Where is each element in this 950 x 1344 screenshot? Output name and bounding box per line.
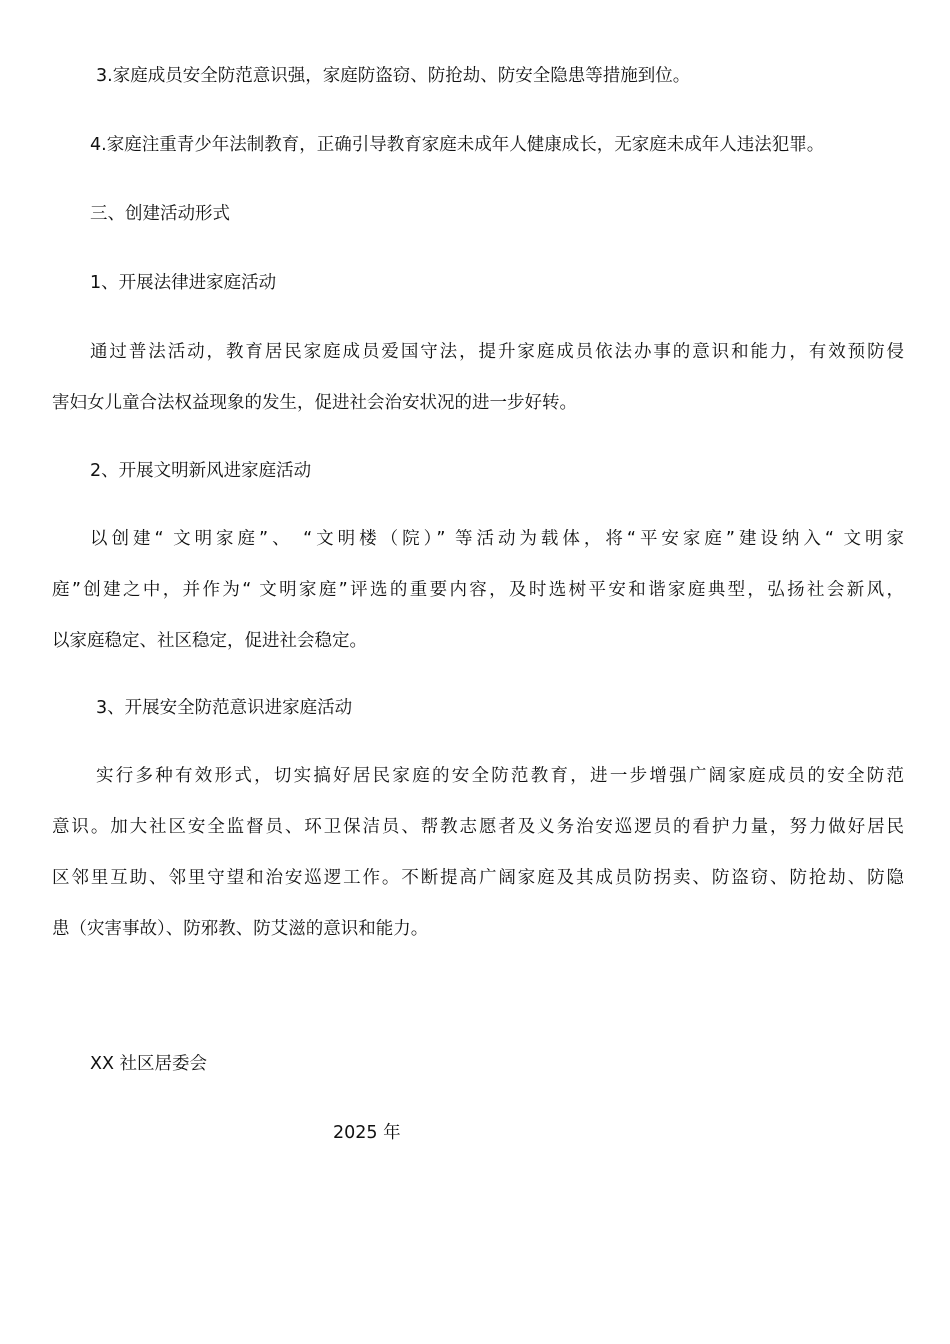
paragraph-line: 以创建“ 文明家庭”、 “文明楼（院）” 等活动为载体，将“平安家庭”建设纳入“ 文明家 [90, 529, 904, 549]
list-item-3: 3.家庭成员安全防范意识强，家庭防盗窃、防抢劫、防安全隐患等措施到位。 [96, 66, 691, 86]
signature-date: 2025 年 [333, 1123, 401, 1143]
paragraph-line: 通过普法活动，教育居民家庭成员爱国守法，提升家庭成员依法办事的意识和能力，有效预防侵 [90, 342, 904, 362]
paragraph-line: 害妇女儿童合法权益现象的发生，促进社会治安状况的进一步好转。 [52, 393, 577, 413]
signature-organization: XX 社区居委会 [90, 1054, 208, 1074]
activity-1-heading: 1、开展法律进家庭活动 [90, 273, 277, 293]
section-heading: 三、创建活动形式 [90, 204, 230, 224]
activity-3-paragraph [52, 751, 904, 955]
paragraph-line: 意识。加大社区安全监督员、环卫保洁员、帮教志愿者及义务治安巡逻员的看护力量，努力做好居民 [52, 817, 904, 837]
activity-2-heading: 2、开展文明新风进家庭活动 [90, 461, 312, 481]
list-item-4: 4.家庭注重青少年法制教育，正确引导教育家庭未成年人健康成长，无家庭未成年人违法犯罪。 [90, 135, 825, 155]
paragraph-line: 区邻里互助、邻里守望和治安巡逻工作。不断提高广阔家庭及其成员防拐卖、防盗窃、防抢劫、防隐 [52, 868, 904, 888]
paragraph-line: 患（灾害事故）、防邪教、防艾滋的意识和能力。 [52, 919, 429, 939]
activity-1-paragraph [52, 327, 904, 429]
paragraph-line: 庭”创建之中，并作为“ 文明家庭”评选的重要内容，及时选树平安和谐家庭典型，弘扬社会新风， [52, 580, 904, 600]
paragraph-line: 以家庭稳定、社区稳定，促进社会稳定。 [52, 631, 367, 651]
paragraph-line: 实行多种有效形式，切实搞好居民家庭的安全防范教育，进一步增强广阔家庭成员的安全防范 [96, 766, 904, 786]
activity-3-heading: 3、开展安全防范意识进家庭活动 [96, 698, 353, 718]
activity-2-paragraph [52, 514, 904, 667]
